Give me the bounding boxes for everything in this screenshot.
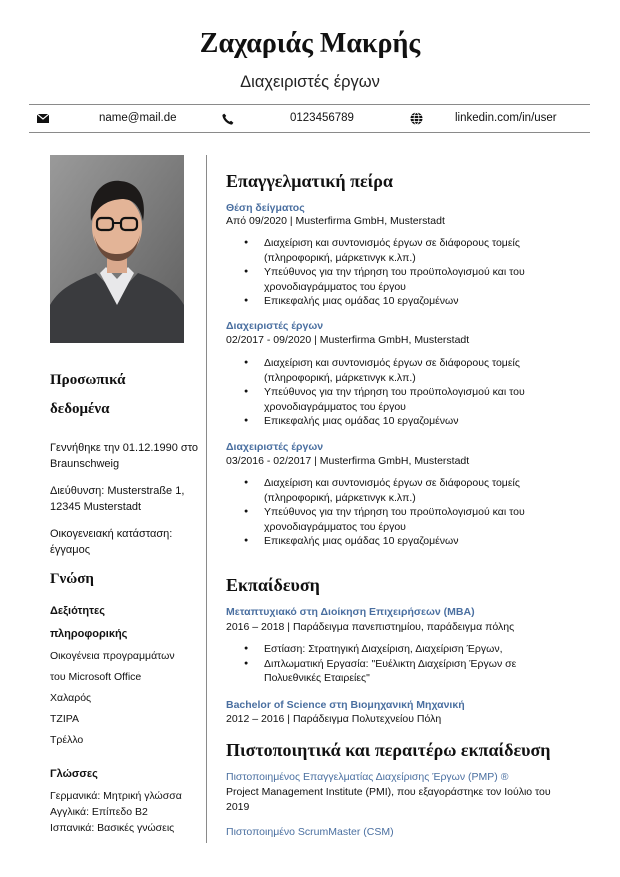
skill-item: TZIPA [50, 713, 79, 725]
personal-heading: Προσωπικά [50, 372, 126, 388]
job-meta: 03/2016 - 02/2017 | Musterfirma GmbH, Musterstadt [226, 455, 470, 467]
address-info: Διεύθυνση: Musterstraße 1, 12345 Musterstadt [50, 485, 185, 513]
contact-email[interactable]: name@mail.de [99, 112, 177, 124]
language-item: Ισπανικά: Βασικές γνώσεις [50, 822, 175, 834]
list-item: ● Εστίαση: Στρατηγική Διαχείριση, Διαχείριση Έργων, [244, 642, 544, 657]
list-item: ● Διαχείριση και συντονισμός έργων σε διάφορους τομείς (πληροφορική, μάρκετινγκ κ.λπ.) [244, 356, 544, 385]
certificates-heading: Πιστοποιητικά και περαιτέρω εκπαίδευση [226, 740, 551, 760]
certificate-meta: Project Management Institute (PMI), που εξαγοράστηκε τον Ιούλιο του 2019 [226, 786, 551, 813]
language-item: Γερμανικά: Μητρική γλώσσα [50, 790, 182, 802]
marital-info: Οικογενειακή κατάσταση: έγγαμος [50, 528, 173, 556]
degree-title: Bachelor of Science στη Βιομηχανική Μηχανική [226, 699, 465, 711]
job-meta: Από 09/2020 | Musterfirma GmbH, Musterstadt [226, 215, 445, 227]
list-item: ● Διαχείριση και συντονισμός έργων σε διάφορους τομείς (πληροφορική, μάρκετινγκ κ.λπ.) [244, 236, 544, 265]
education-heading: Εκπαίδευση [226, 575, 320, 595]
experience-heading: Επαγγελματική πείρα [226, 171, 393, 191]
skill-item: Τρέλλο [50, 734, 84, 746]
phone-icon [222, 105, 234, 132]
certificate-title: Πιστοποιημένος Επαγγελματίας Διαχείρισης Έργων (PMP) ® [226, 771, 509, 783]
contact-linkedin[interactable]: linkedin.com/in/user [455, 112, 557, 124]
job-title: Διαχειριστές έργων [226, 320, 324, 332]
skill-item: του Microsoft Office [50, 671, 142, 683]
list-item: ● Διπλωματική Εργασία: "Ευέλικτη Διαχείριση Έργων σε Πολυεθνικές Εταιρείες" [244, 657, 544, 686]
language-item: Αγγλικά: Επίπεδο B2 [50, 806, 148, 818]
languages-heading: Γλώσσες [50, 768, 98, 780]
candidate-name: Ζαχαριάς Μακρής [199, 28, 421, 59]
skill-item: Χαλαρός [50, 692, 92, 704]
list-item: ● Υπεύθυνος για την τήρηση του προϋπολογισμού και του χρονοδιαγράμματος του έργου [244, 385, 544, 414]
globe-icon [410, 105, 423, 132]
certificate-title: Πιστοποιημένο ScrumMaster (CSM) [226, 826, 394, 838]
candidate-role: Διαχειριστές έργων [240, 73, 380, 91]
knowledge-heading: Γνώση [50, 571, 94, 587]
column-divider [206, 155, 207, 843]
job-title: Θέση δείγματος [226, 202, 305, 214]
list-item: ● Επικεφαλής μιας ομάδας 10 εργαζομένων [244, 534, 544, 549]
job-bullets [244, 356, 544, 429]
degree-bullets [244, 642, 544, 686]
it-skills-heading: Δεξιότητες [50, 605, 105, 617]
list-item: ● Υπεύθυνος για την τήρηση του προϋπολογισμού και του χρονοδιαγράμματος του έργου [244, 265, 544, 294]
skill-item: Οικογένεια προγραμμάτων [50, 650, 175, 662]
list-item: ● Επικεφαλής μιας ομάδας 10 εργαζομένων [244, 294, 544, 309]
job-bullets [244, 236, 544, 309]
personal-heading-cont: δεδομένα [50, 401, 110, 417]
profile-photo [50, 155, 184, 343]
list-item: ● Διαχείριση και συντονισμός έργων σε διάφορους τομείς (πληροφορική, μάρκετινγκ κ.λπ.) [244, 476, 544, 505]
birth-info: Γεννήθηκε την 01.12.1990 στο Braunschweig [50, 442, 199, 470]
it-skills-heading-cont: πληροφορικής [50, 628, 128, 640]
degree-meta: 2016 – 2018 | Παράδειγμα πανεπιστημίου, παράδειγμα πόλης [226, 621, 515, 633]
list-item: ● Υπεύθυνος για την τήρηση του προϋπολογισμού και του χρονοδιαγράμματος του έργου [244, 505, 544, 534]
contact-phone[interactable]: 0123456789 [290, 112, 354, 124]
contact-bar [29, 104, 590, 133]
job-meta: 02/2017 - 09/2020 | Musterfirma GmbH, Musterstadt [226, 334, 470, 346]
job-bullets [244, 476, 544, 549]
degree-title: Μεταπτυχιακό στη Διοίκηση Επιχειρήσεων (MBA) [226, 606, 475, 618]
degree-meta: 2012 – 2016 | Παράδειγμα Πολυτεχνείου Πόλη [226, 713, 442, 725]
job-title: Διαχειριστές έργων [226, 441, 324, 453]
mail-icon [37, 105, 49, 132]
list-item: ● Επικεφαλής μιας ομάδας 10 εργαζομένων [244, 414, 544, 429]
